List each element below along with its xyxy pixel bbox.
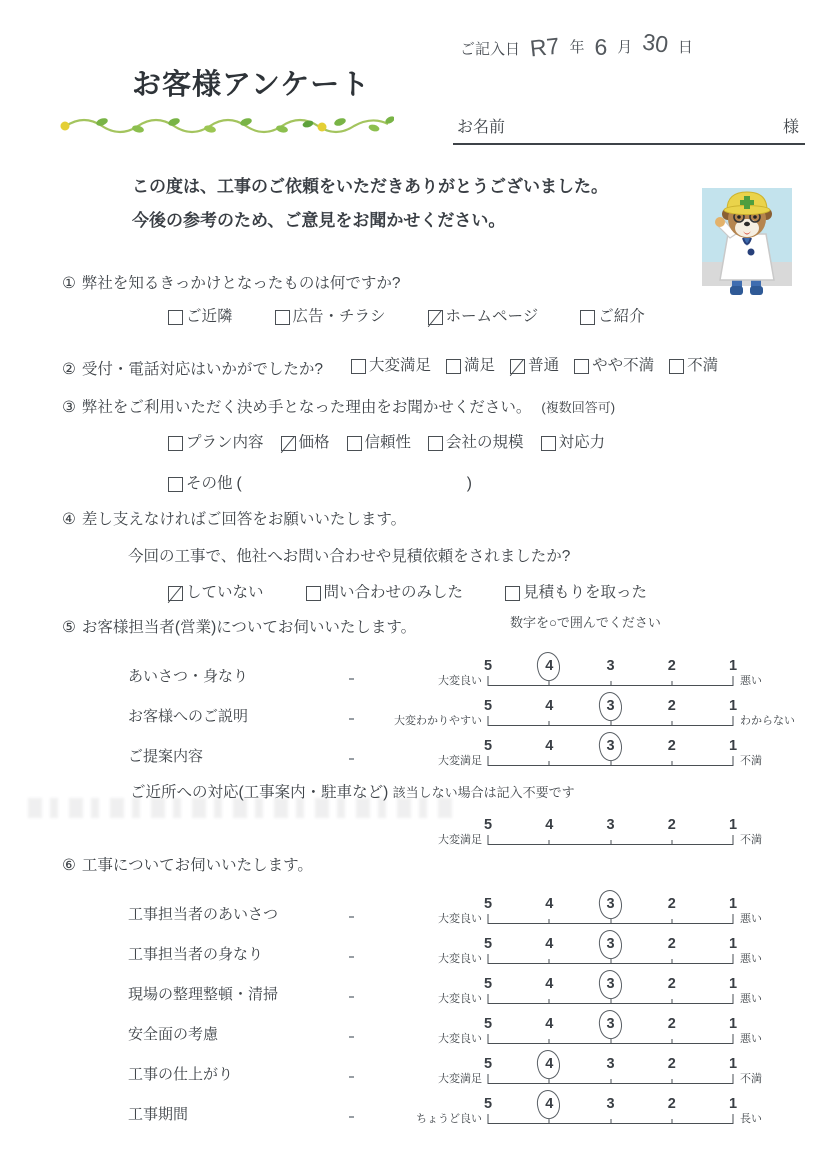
- rating-row: [128, 653, 812, 693]
- question-1: [62, 274, 782, 328]
- scale-line: [488, 923, 733, 924]
- dashed-leader: [349, 678, 354, 680]
- circled-rating: [595, 1008, 624, 1042]
- checkbox-option: [306, 583, 464, 604]
- question-2: [62, 356, 802, 381]
- checkbox-label: 普通: [528, 357, 560, 374]
- scale-number: 4: [545, 737, 554, 754]
- scale-number: 5: [483, 737, 493, 754]
- checkbox: [351, 359, 366, 374]
- rating-row-label: ご提案内容: [128, 747, 204, 765]
- checkbox-label: 見積もりを取った: [523, 583, 648, 601]
- checkbox-label: 会社の規模: [446, 433, 524, 451]
- scale-number: 4: [545, 1095, 554, 1112]
- rating-row: [128, 891, 812, 931]
- scale-left-label: 大変良い: [438, 953, 482, 966]
- intro-line-1: この度は、工事のご依頼をいただきありがとうございました。: [132, 177, 608, 196]
- question-text: 受付・電話対応はいかがでしたか?: [81, 360, 324, 378]
- rating-scale: [483, 737, 738, 773]
- dashed-leader: [349, 1076, 354, 1078]
- checkbox: [168, 477, 183, 492]
- checkbox-label: 満足: [464, 357, 496, 374]
- q4-options: [168, 583, 802, 604]
- scale-right-label: 不満: [740, 1073, 762, 1086]
- question-5: [62, 615, 812, 852]
- scale-right-label: 悪い: [740, 1033, 762, 1046]
- scale-number: 2: [667, 1095, 676, 1112]
- checkbox-option: [168, 583, 264, 604]
- scale-left-label: 大変良い: [438, 1033, 482, 1046]
- checkbox-label: していない: [186, 583, 264, 601]
- scale-number: 1: [728, 975, 738, 992]
- circled-rating: [534, 1088, 563, 1122]
- neighbor-optional-note: 該当しない場合は記入不要です: [392, 784, 575, 800]
- checkbox: [275, 310, 290, 325]
- rating-scale: [483, 816, 738, 852]
- question-text: 差し支えなければご回答をお願いいたします。: [81, 511, 407, 528]
- scale-number: 3: [606, 816, 615, 833]
- dashed-leader: [349, 996, 354, 998]
- question-text: 工事についてお伺いいたします。: [81, 857, 313, 874]
- question-note: (複数回答可): [541, 400, 616, 415]
- q2-options: [351, 356, 718, 377]
- rating-row-label: 現場の整理整頓・清掃: [128, 985, 279, 1003]
- scale-number: 5: [483, 935, 493, 952]
- scale-number: 5: [483, 816, 493, 833]
- scale-number: 2: [667, 975, 676, 992]
- question-4: [62, 510, 802, 604]
- scale-number: 4: [545, 975, 554, 992]
- scale-number: 3: [606, 697, 615, 714]
- scale-number: 1: [728, 697, 738, 714]
- scale-number: 5: [483, 975, 493, 992]
- scale-number: 2: [667, 1055, 676, 1072]
- checkbox-option: [428, 307, 539, 328]
- rating-scale: [483, 1015, 738, 1051]
- question-text: 弊社を知るきっかけとなったものは何ですか?: [81, 275, 401, 292]
- checkbox-label: やや不満: [592, 357, 655, 374]
- vine-decoration: [56, 112, 394, 138]
- rating-row-label: 工事期間: [128, 1105, 189, 1123]
- dashed-leader: [349, 1116, 354, 1118]
- rating-row: [128, 1091, 812, 1131]
- scale-number: 5: [483, 1055, 493, 1072]
- checkbox: [541, 436, 556, 451]
- checkbox-label: その他: [186, 474, 233, 492]
- rating-row-label: あいさつ・身なり: [128, 667, 249, 685]
- question-number: ①: [62, 275, 76, 292]
- rating-row-label: 工事担当者の身なり: [128, 945, 264, 963]
- page-title: お客様アンケート: [132, 69, 371, 101]
- scale-line: [488, 1123, 733, 1124]
- handwritten-era-year: R7: [528, 32, 561, 62]
- checkbox-label: 対応力: [558, 433, 606, 451]
- checkbox-label: ご紹介: [598, 307, 645, 325]
- checkbox: [446, 359, 461, 374]
- scale-left-label: 大変良い: [438, 993, 482, 1006]
- checkbox: [580, 310, 595, 325]
- scale-number: 3: [606, 1095, 615, 1112]
- scale-number: 3: [606, 737, 615, 754]
- checkbox: [428, 310, 443, 325]
- rating-row: [128, 931, 812, 971]
- checkbox-label: 不満: [687, 357, 719, 374]
- rating-row: [128, 971, 812, 1011]
- q5-rating-rows: [128, 653, 812, 852]
- scale-number: 2: [667, 935, 676, 952]
- checkbox: [168, 436, 183, 451]
- scale-number: 3: [606, 975, 615, 992]
- scale-right-label: 悪い: [740, 993, 762, 1006]
- scale-number: 1: [728, 816, 738, 833]
- checkbox-option: [669, 356, 718, 377]
- scale-right-label: わからない: [740, 715, 795, 728]
- rating-row: [128, 1011, 812, 1051]
- checkbox-option: [541, 433, 606, 454]
- checkbox: [574, 359, 589, 374]
- circled-rating: [534, 650, 563, 684]
- scale-number: 4: [545, 1015, 554, 1032]
- paren-open: (: [236, 474, 242, 492]
- scale-number: 5: [483, 895, 493, 912]
- circled-rating: [534, 1048, 563, 1082]
- scale-line: [488, 725, 733, 726]
- question-number: ⑤: [62, 619, 76, 636]
- neighbor-response-note: [130, 783, 812, 804]
- rating-row-label: [128, 846, 343, 852]
- checkbox-option: [351, 356, 431, 377]
- circle-instruction-note: 数字を○で囲んでください: [510, 615, 661, 630]
- dashed-leader: [349, 718, 354, 720]
- scale-left-label: 大変満足: [438, 755, 482, 768]
- checkbox-label: 広告・チラシ: [292, 307, 386, 325]
- month-unit: 月: [617, 39, 633, 56]
- scale-number: 4: [545, 935, 554, 952]
- scale-number: 5: [483, 1095, 493, 1112]
- checkbox-option: [168, 433, 264, 454]
- question-subtext: 今回の工事で、他社へお問い合わせや見積依頼をされましたか?: [128, 547, 571, 565]
- circled-rating: [595, 690, 624, 724]
- scale-line: [488, 1003, 733, 1004]
- rating-scale: [483, 895, 738, 931]
- question-number: ④: [62, 511, 76, 528]
- scale-left-label: ちょうど良い: [416, 1113, 482, 1126]
- scale-right-label: 不満: [740, 834, 762, 846]
- scale-number: 5: [483, 1015, 493, 1032]
- scale-number: 4: [545, 657, 554, 674]
- scale-number: 1: [728, 1055, 738, 1072]
- checkbox: [168, 586, 183, 601]
- dashed-leader: [349, 1036, 354, 1038]
- scale-left-label: 大変満足: [438, 834, 482, 846]
- rating-row: [128, 812, 812, 852]
- checkbox: [510, 359, 525, 374]
- circled-rating: [595, 888, 624, 922]
- year-unit: 年: [569, 39, 585, 56]
- checkbox: [306, 586, 321, 601]
- intro-text: [132, 170, 608, 238]
- intro-line-2: 今後の参考のため、ご意見をお聞かせください。: [132, 211, 506, 230]
- rating-scale: [483, 657, 738, 693]
- checkbox-label: 信頼性: [364, 433, 412, 451]
- checkbox: [168, 310, 183, 325]
- rating-row-label: 安全面の考慮: [128, 1025, 219, 1043]
- checkbox-label: ご近隣: [186, 307, 233, 325]
- scale-number: 1: [728, 1095, 738, 1112]
- scale-line: [488, 963, 733, 964]
- scale-number: 3: [606, 1015, 615, 1032]
- scale-number: 4: [545, 1055, 554, 1072]
- dashed-leader: [349, 758, 354, 760]
- dashed-leader: [349, 956, 354, 958]
- scale-number: 4: [545, 697, 554, 714]
- scale-number: 4: [545, 895, 554, 912]
- checkbox: [669, 359, 684, 374]
- question-number: ⑥: [62, 857, 76, 874]
- question-6: [62, 856, 812, 1131]
- circled-rating: [595, 928, 624, 962]
- checkbox-option: [505, 583, 647, 604]
- checkbox-option: [275, 307, 386, 328]
- scale-right-label: 悪い: [740, 953, 762, 966]
- scale-number: 2: [667, 697, 676, 714]
- question-3: [62, 398, 802, 495]
- checkbox-option: [168, 307, 233, 328]
- name-field-row: [453, 110, 805, 145]
- scale-number: 2: [667, 657, 676, 674]
- scale-line: [488, 1083, 733, 1084]
- scale-line: [488, 685, 733, 686]
- circled-rating: [595, 968, 624, 1002]
- checkbox-option: [347, 433, 412, 454]
- checkbox: [428, 436, 443, 451]
- date-label: ご記入日: [460, 41, 521, 58]
- rating-scale: [483, 975, 738, 1011]
- q6-rating-rows: [128, 891, 812, 1131]
- rating-row-label: 工事担当者のあいさつ: [128, 905, 279, 923]
- checkbox-label: ホームページ: [445, 307, 539, 325]
- scale-left-label: 大変わかりやすい: [394, 715, 482, 728]
- scale-number: 3: [606, 1055, 615, 1072]
- scale-number: 1: [728, 895, 738, 912]
- rating-scale: [483, 1095, 738, 1131]
- scale-right-label: 悪い: [740, 913, 762, 926]
- scale-line: [488, 1043, 733, 1044]
- scale-number: 1: [728, 935, 738, 952]
- checkbox-label: 問い合わせのみした: [323, 583, 464, 601]
- scale-right-label: 長い: [740, 1113, 762, 1126]
- dashed-leader: [349, 837, 354, 839]
- checkbox: [505, 586, 520, 601]
- checkbox-option-other: [168, 474, 472, 495]
- checkbox: [281, 436, 296, 451]
- rating-scale: [483, 697, 738, 733]
- scale-left-label: 大変良い: [438, 913, 482, 926]
- scale-right-label: 悪い: [740, 675, 762, 688]
- scale-number: 3: [606, 657, 615, 674]
- scale-number: 1: [728, 657, 738, 674]
- scale-number: 5: [483, 697, 493, 714]
- question-text: 弊社をご利用いただく決め手となった理由をお聞かせください。: [81, 399, 532, 416]
- checkbox-option: [446, 356, 495, 377]
- checkbox-label: プラン内容: [186, 433, 264, 451]
- scale-number: 2: [667, 1015, 676, 1032]
- scale-number: 2: [667, 895, 676, 912]
- name-label: お名前: [457, 119, 506, 136]
- scale-right-label: 不満: [740, 755, 762, 768]
- handwritten-day: 30: [641, 28, 671, 58]
- scale-number: 3: [606, 935, 615, 952]
- neighbor-label: ご近所への対応(工事案内・駐車など): [130, 783, 389, 801]
- handwritten-month: 6: [594, 34, 608, 60]
- scale-number: 1: [728, 737, 738, 754]
- scale-number: 3: [606, 895, 615, 912]
- checkbox-label: 大変満足: [369, 357, 432, 374]
- question-text: お客様担当者(営業)についてお伺いいたします。: [81, 619, 417, 636]
- name-suffix: 様: [782, 119, 799, 136]
- scale-number: 4: [545, 816, 554, 833]
- scale-number: 2: [667, 737, 676, 754]
- dashed-leader: [349, 916, 354, 918]
- q1-options: [168, 307, 782, 328]
- rating-scale: [483, 1055, 738, 1091]
- scale-left-label: 大変満足: [438, 1073, 482, 1086]
- scale-line: [488, 844, 733, 845]
- scale-number: 2: [667, 816, 676, 833]
- rating-row: [128, 733, 812, 773]
- checkbox-option: [510, 356, 559, 377]
- rating-row: [128, 693, 812, 733]
- checkbox-option: [580, 307, 645, 328]
- checkbox-label: 価格: [298, 433, 330, 451]
- checkbox-option: [281, 433, 330, 454]
- scale-number: 5: [483, 657, 493, 674]
- day-unit: 日: [677, 39, 693, 56]
- q3-other-row: [168, 474, 802, 495]
- circled-rating: [595, 730, 624, 764]
- question-number: ②: [62, 360, 76, 378]
- question-number: ③: [62, 399, 76, 416]
- checkbox-option: [574, 356, 654, 377]
- checkbox-option: [428, 433, 524, 454]
- q3-options: [168, 433, 802, 454]
- rating-row-label: お客様へのご説明: [128, 707, 249, 725]
- rating-row: [128, 1051, 812, 1091]
- paren-close: ): [466, 474, 472, 492]
- rating-scale: [483, 935, 738, 971]
- scale-line: [488, 765, 733, 766]
- checkbox: [347, 436, 362, 451]
- scale-left-label: 大変良い: [438, 675, 482, 688]
- scale-number: 1: [728, 1015, 738, 1032]
- fill-date-row: [460, 28, 693, 62]
- rating-row-label: 工事の仕上がり: [128, 1065, 234, 1083]
